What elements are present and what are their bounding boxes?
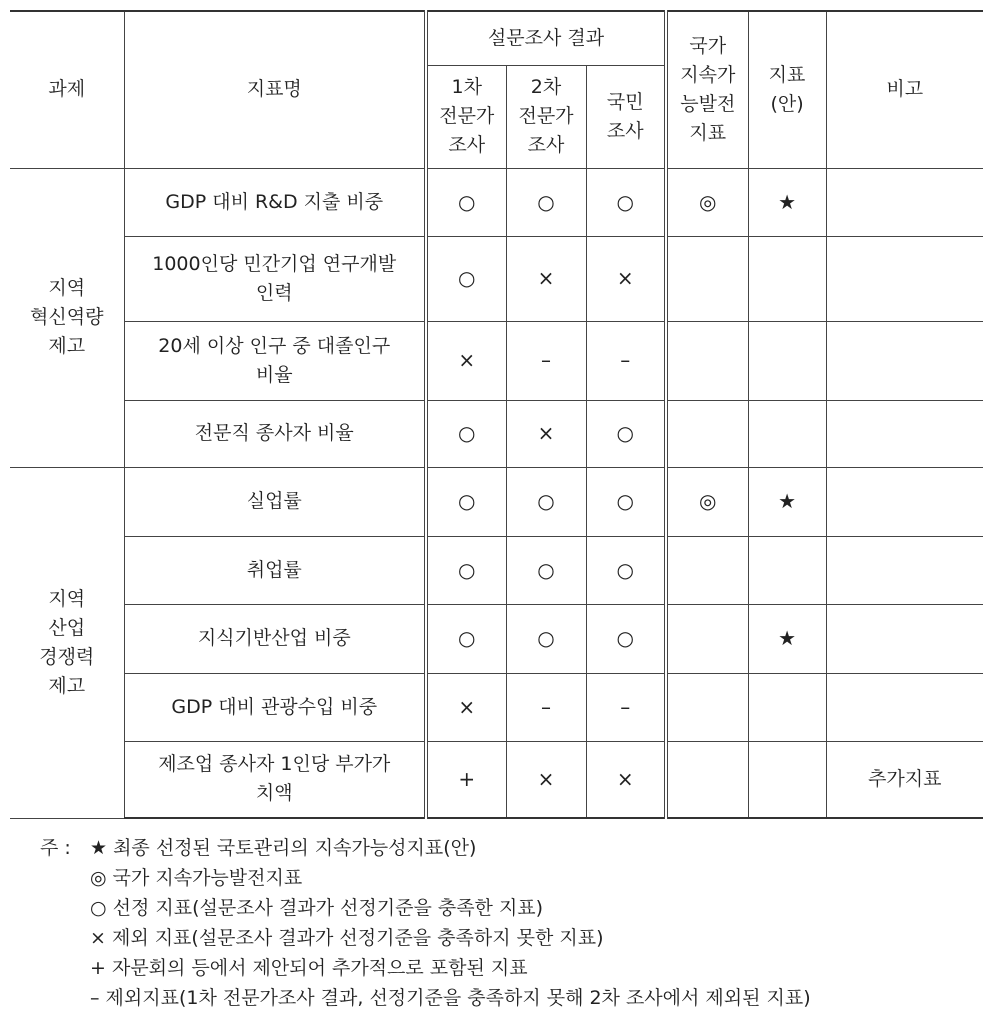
survey1-mark: ○ bbox=[426, 604, 506, 673]
survey1-mark: ○ bbox=[426, 536, 506, 604]
note-item: – 제외지표(1차 전문가조사 결과, 선정기준을 충족하지 못해 2차 조사에서 제외된 지표) bbox=[90, 987, 811, 1009]
proposal-mark bbox=[748, 236, 826, 321]
citizen-mark: ○ bbox=[586, 400, 666, 467]
citizen-mark: × bbox=[586, 236, 666, 321]
survey2-mark: ○ bbox=[506, 467, 586, 536]
survey1-mark: × bbox=[426, 321, 506, 400]
survey1-mark: ○ bbox=[426, 236, 506, 321]
note-item: ★ 최종 선정된 국토관리의 지속가능성지표(안) bbox=[90, 837, 477, 859]
proposal-mark bbox=[748, 321, 826, 400]
remark-cell: 추가지표 bbox=[826, 741, 983, 818]
remark-cell bbox=[826, 321, 983, 400]
indicator-name: 실업률 bbox=[124, 467, 426, 536]
citizen-mark: ○ bbox=[586, 168, 666, 236]
remark-cell bbox=[826, 536, 983, 604]
survey2-mark: × bbox=[506, 741, 586, 818]
national-mark: ◎ bbox=[666, 467, 748, 536]
citizen-mark: × bbox=[586, 741, 666, 818]
header-survey2: 2차 전문가 조사 bbox=[506, 65, 586, 168]
survey1-mark: × bbox=[426, 673, 506, 741]
indicator-name: 전문직 종사자 비율 bbox=[124, 400, 426, 467]
header-citizen: 국민 조사 bbox=[586, 65, 666, 168]
national-mark bbox=[666, 321, 748, 400]
header-survey1: 1차 전문가 조사 bbox=[426, 65, 506, 168]
note-item: ○ 선정 지표(설문조사 결과가 선정기준을 충족한 지표) bbox=[90, 897, 544, 919]
group-label: 지역 산업 경쟁력 제고 bbox=[10, 467, 124, 818]
note-item: × 제외 지표(설문조사 결과가 선정기준을 충족하지 못한 지표) bbox=[90, 927, 604, 949]
survey2-mark: × bbox=[506, 400, 586, 467]
survey2-mark: ○ bbox=[506, 168, 586, 236]
legend-notes bbox=[40, 833, 811, 1013]
survey2-mark: – bbox=[506, 321, 586, 400]
national-mark bbox=[666, 604, 748, 673]
remark-cell bbox=[826, 467, 983, 536]
note-item: ◎ 국가 지속가능발전지표 bbox=[90, 867, 303, 889]
survey1-mark: ○ bbox=[426, 467, 506, 536]
remark-cell bbox=[826, 673, 983, 741]
group-label: 지역 혁신역량 제고 bbox=[10, 168, 124, 467]
note-item: + 자문회의 등에서 제안되어 추가적으로 포함된 지표 bbox=[90, 957, 528, 979]
national-mark bbox=[666, 673, 748, 741]
indicator-table bbox=[10, 10, 983, 819]
header-proposal: 지표 (안) bbox=[748, 11, 826, 168]
header-remark: 비고 bbox=[826, 11, 983, 168]
indicator-name: 지식기반산업 비중 bbox=[124, 604, 426, 673]
remark-cell bbox=[826, 236, 983, 321]
remark-cell bbox=[826, 168, 983, 236]
survey2-mark: ○ bbox=[506, 536, 586, 604]
national-mark bbox=[666, 236, 748, 321]
remark-cell bbox=[826, 400, 983, 467]
proposal-mark bbox=[748, 400, 826, 467]
citizen-mark: – bbox=[586, 673, 666, 741]
survey1-mark: ○ bbox=[426, 168, 506, 236]
citizen-mark: ○ bbox=[586, 604, 666, 673]
proposal-mark bbox=[748, 673, 826, 741]
indicator-name: 취업률 bbox=[124, 536, 426, 604]
survey1-mark: ○ bbox=[426, 400, 506, 467]
indicator-name: GDP 대비 관광수입 비중 bbox=[124, 673, 426, 741]
proposal-mark: ★ bbox=[748, 604, 826, 673]
citizen-mark: ○ bbox=[586, 536, 666, 604]
notes-label: 주 : bbox=[40, 837, 71, 859]
citizen-mark: – bbox=[586, 321, 666, 400]
indicator-name: 제조업 종사자 1인당 부가가 치액 bbox=[124, 741, 426, 818]
proposal-mark: ★ bbox=[748, 467, 826, 536]
indicator-name: 20세 이상 인구 중 대졸인구 비율 bbox=[124, 321, 426, 400]
citizen-mark: ○ bbox=[586, 467, 666, 536]
header-national: 국가 지속가 능발전 지표 bbox=[666, 11, 748, 168]
survey2-mark: ○ bbox=[506, 604, 586, 673]
national-mark bbox=[666, 741, 748, 818]
survey2-mark: – bbox=[506, 673, 586, 741]
national-mark: ◎ bbox=[666, 168, 748, 236]
proposal-mark: ★ bbox=[748, 168, 826, 236]
survey2-mark: × bbox=[506, 236, 586, 321]
survey1-mark: + bbox=[426, 741, 506, 818]
proposal-mark bbox=[748, 741, 826, 818]
remark-cell bbox=[826, 604, 983, 673]
national-mark bbox=[666, 400, 748, 467]
header-survey-group: 설문조사 결과 bbox=[426, 11, 666, 65]
header-task: 과제 bbox=[10, 11, 124, 168]
indicator-name: GDP 대비 R&D 지출 비중 bbox=[124, 168, 426, 236]
proposal-mark bbox=[748, 536, 826, 604]
national-mark bbox=[666, 536, 748, 604]
header-indicator: 지표명 bbox=[124, 11, 426, 168]
indicator-name: 1000인당 민간기업 연구개발 인력 bbox=[124, 236, 426, 321]
